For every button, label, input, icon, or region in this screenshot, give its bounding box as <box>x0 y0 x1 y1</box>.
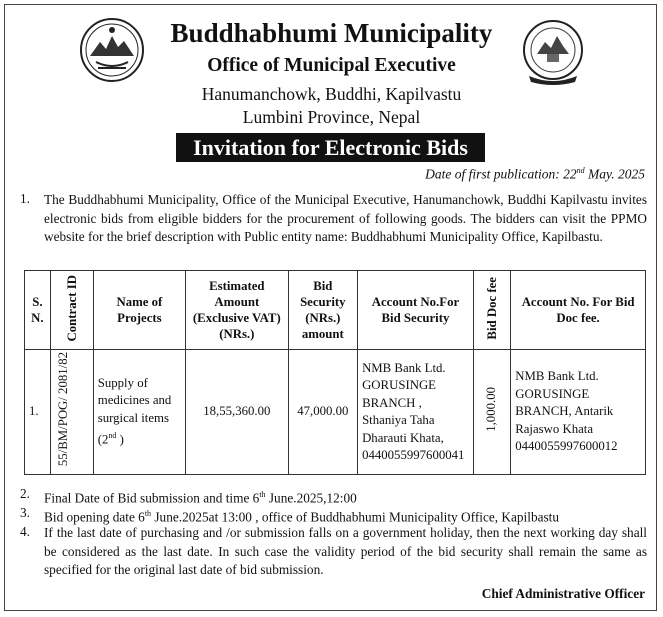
item-number: 3. <box>20 505 30 520</box>
office-title: Office of Municipal Executive <box>207 55 456 76</box>
signature-title: Chief Administrative Officer <box>481 586 645 601</box>
header-contract-id: Contract ID <box>50 271 93 350</box>
header-doc-fee: Bid Doc fee <box>473 271 510 350</box>
header-projects: Name of Projects <box>93 271 185 350</box>
bid-table <box>24 270 646 475</box>
item-number: 1. <box>20 191 30 206</box>
header-security: Bid Security (NRs.) amount <box>288 271 357 350</box>
address-line-1: Hanumanchowk, Buddhi, Kapilvastu <box>201 84 462 104</box>
notice-banner: Invitation for Electronic Bids <box>176 133 485 162</box>
table-header-row <box>25 271 646 350</box>
cell-contract-id: 55/BM/POG/ 2081/82 <box>50 350 93 475</box>
header-account-doc: Account No. For Bid Doc fee. <box>511 271 646 350</box>
cell-project: Supply of medicines and surgical items (2nd ) <box>93 350 185 475</box>
cell-account-security: NMB Bank Ltd. GORUSINGE BRANCH , Sthaniya Taha Dharauti Khata, 0440055997600041 <box>358 350 474 475</box>
cell-security: 47,000.00 <box>288 350 357 475</box>
header-sn: S. N. <box>25 271 51 350</box>
table-row <box>25 350 646 475</box>
intro-paragraph: The Buddhabhumi Municipality, Office of the Municipal Executive, Hanumanchowk, Buddhi Kapilvastu invites electronic bids from eligible bidders for the procurement of following goods. The bidders can visit the PPMO website for the brief description with Public entity name: Buddhabhumi Municipality Office, Kapilbastu. <box>44 192 647 244</box>
cell-sn: 1. <box>25 350 51 475</box>
item-bid-opening: Bid opening date 6th June.2025at 13:00 , office of Buddhabhumi Municipality Office, Kapilbastu <box>44 509 560 525</box>
cell-estimated: 18,55,360.00 <box>186 350 289 475</box>
item-number: 4. <box>20 524 30 539</box>
municipality-title: Buddhabhumi Municipality <box>170 18 493 48</box>
item-number: 2. <box>20 486 30 501</box>
header-account-security: Account No.For Bid Security <box>358 271 474 350</box>
item-bid-submission: Final Date of Bid submission and time 6th June.2025,12:00 <box>44 490 357 506</box>
cell-doc-fee: 1,000.00 <box>473 350 510 475</box>
item-holiday-rule: If the last date of purchasing and /or submission falls on a government holiday, then the next working day shall be considered as the last date. In such case the validity period of the bid security shall remain the same as specified for the original last date of bid submission. <box>44 525 647 577</box>
address-line-2: Lumbini Province, Nepal <box>242 107 421 127</box>
publication-date: Date of first publication: 22nd May. 2025 <box>425 166 645 182</box>
header-estimated: Estimated Amount (Exclusive VAT) (NRs.) <box>186 271 289 350</box>
cell-account-doc: NMB Bank Ltd. GORUSINGE BRANCH, Antarik Rajaswo Khata 0440055997600012 <box>511 350 646 475</box>
